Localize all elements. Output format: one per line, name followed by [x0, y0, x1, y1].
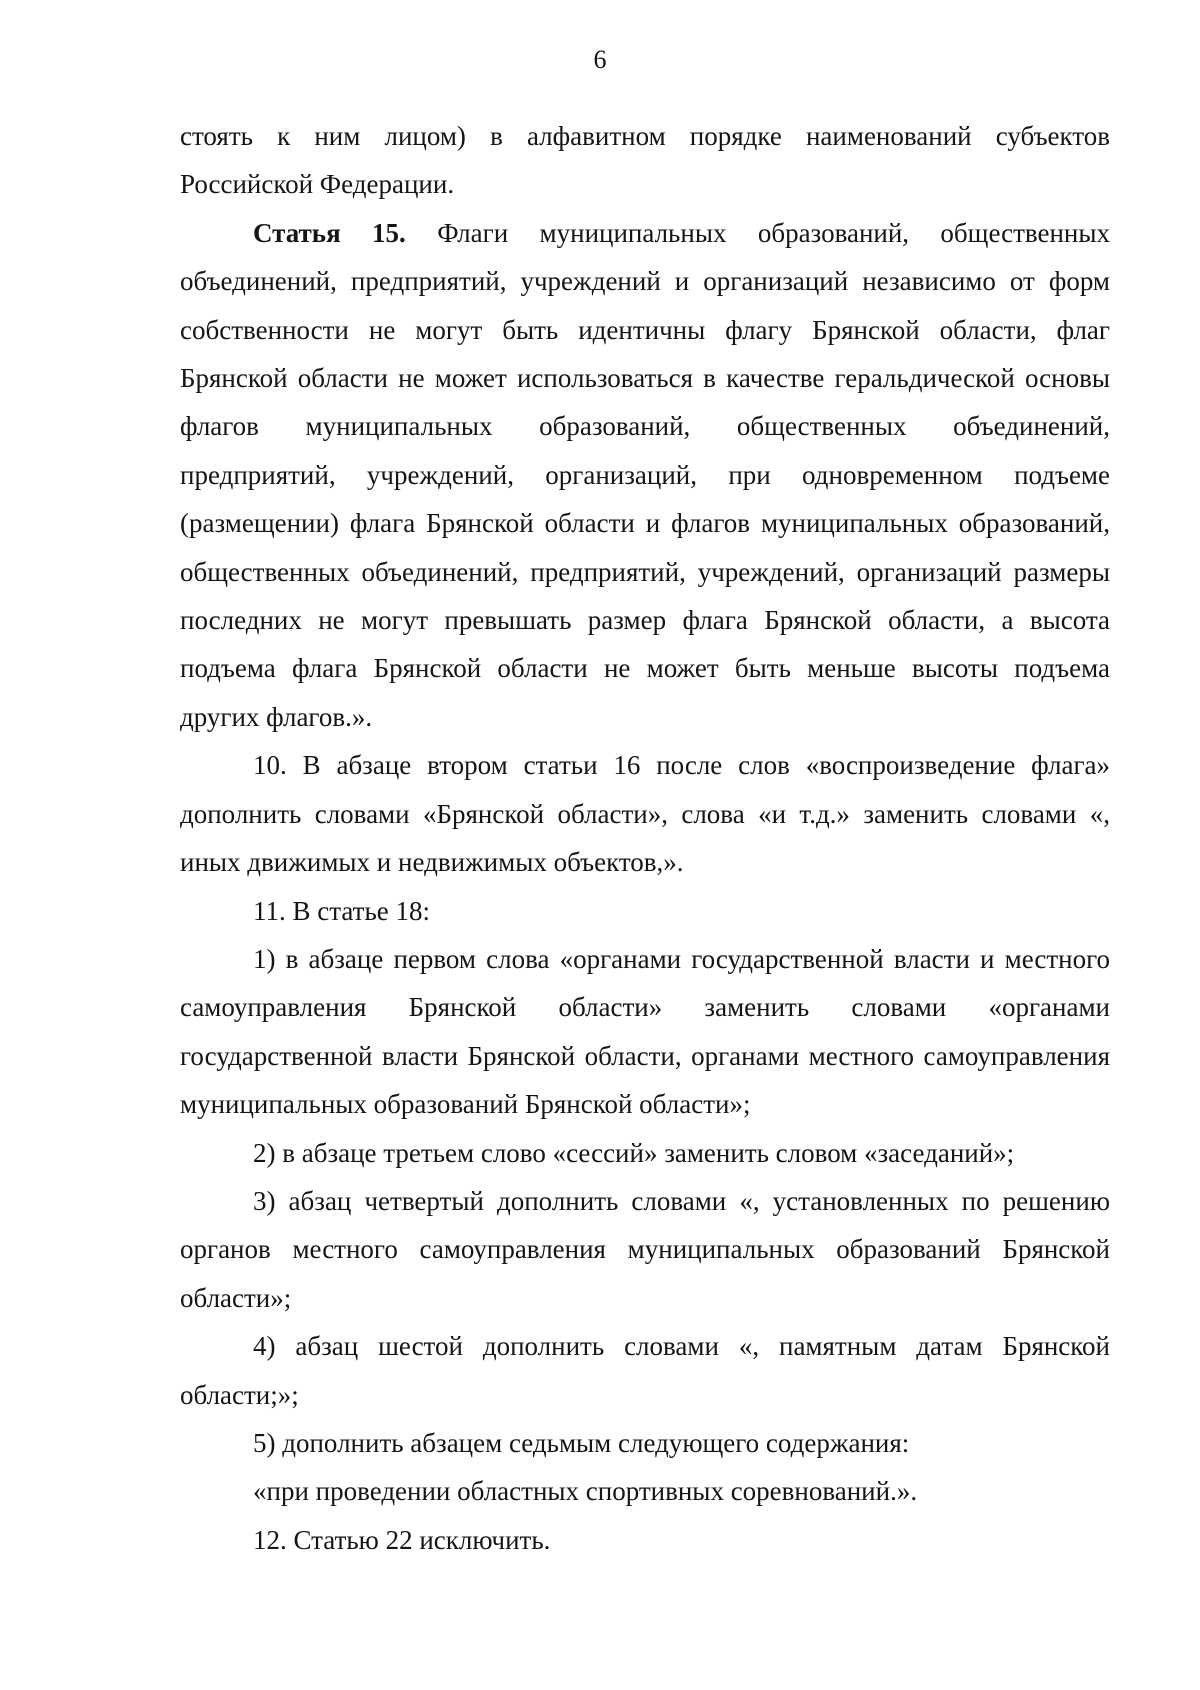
paragraph-subitem-5: 5) дополнить абзацем седьмым следующего содержания:	[253, 1427, 910, 1458]
paragraph-article-15	[180, 209, 1110, 741]
article-heading: Статья 15.	[253, 217, 406, 248]
page-number: 6	[593, 45, 607, 74]
article-text: Флаги муниципальных образований, общественных объединений, предприятий, учреждений и организаций независимо от форм собственности не могут быть идентичны флагу Брянской области, флаг Брянской области не может использоваться в качестве геральдической основы флагов муниципальных образований, общественных объединений, предприятий, учреждений, организаций, при одновременном подъеме (размещении) флага Брянской области и флагов муниципальных образований, общественных объединений, предприятий, учреждений, организаций размеры последних не могут превышать размер флага Брянской области, а высота подъема флага Брянской области не может быть меньше высоты подъема других флагов.».	[180, 217, 1110, 732]
paragraph-subitem-4: 4) абзац шестой дополнить словами «, памятным датам Брянской области;»;	[180, 1331, 1110, 1410]
paragraph-subitem-3: 3) абзац четвертый дополнить словами «, установленных по решению органов местного самоуправления муниципальных образований Брянской области»;	[180, 1185, 1110, 1313]
document-body	[180, 112, 1110, 1564]
paragraph-subitem-1: 1) в абзаце первом слова «органами государственной власти и местного самоуправления Брянской области» заменить словами «органами государственной власти Брянской области, органами местного самоуправления муниципальных образований Брянской области»;	[180, 943, 1110, 1120]
paragraph-quoted-addition: «при проведении областных спортивных соревнований.».	[253, 1476, 918, 1507]
paragraph-item-11: 11. В статье 18:	[253, 895, 431, 926]
paragraph-continuation: стоять к ним лицом) в алфавитном порядке наименований субъектов Российской Федерации.	[180, 121, 1110, 200]
paragraph-item-10: 10. В абзаце втором статьи 16 после слов «воспроизведение флага» дополнить словами «Брянской области», слова «и т.д.» заменить словами «, иных движимых и недвижимых объектов,».	[180, 750, 1110, 878]
paragraph-item-12: 12. Статью 22 исключить.	[253, 1524, 551, 1555]
paragraph-subitem-2: 2) в абзаце третьем слово «сессий» заменить словом «заседаний»;	[253, 1137, 1015, 1168]
